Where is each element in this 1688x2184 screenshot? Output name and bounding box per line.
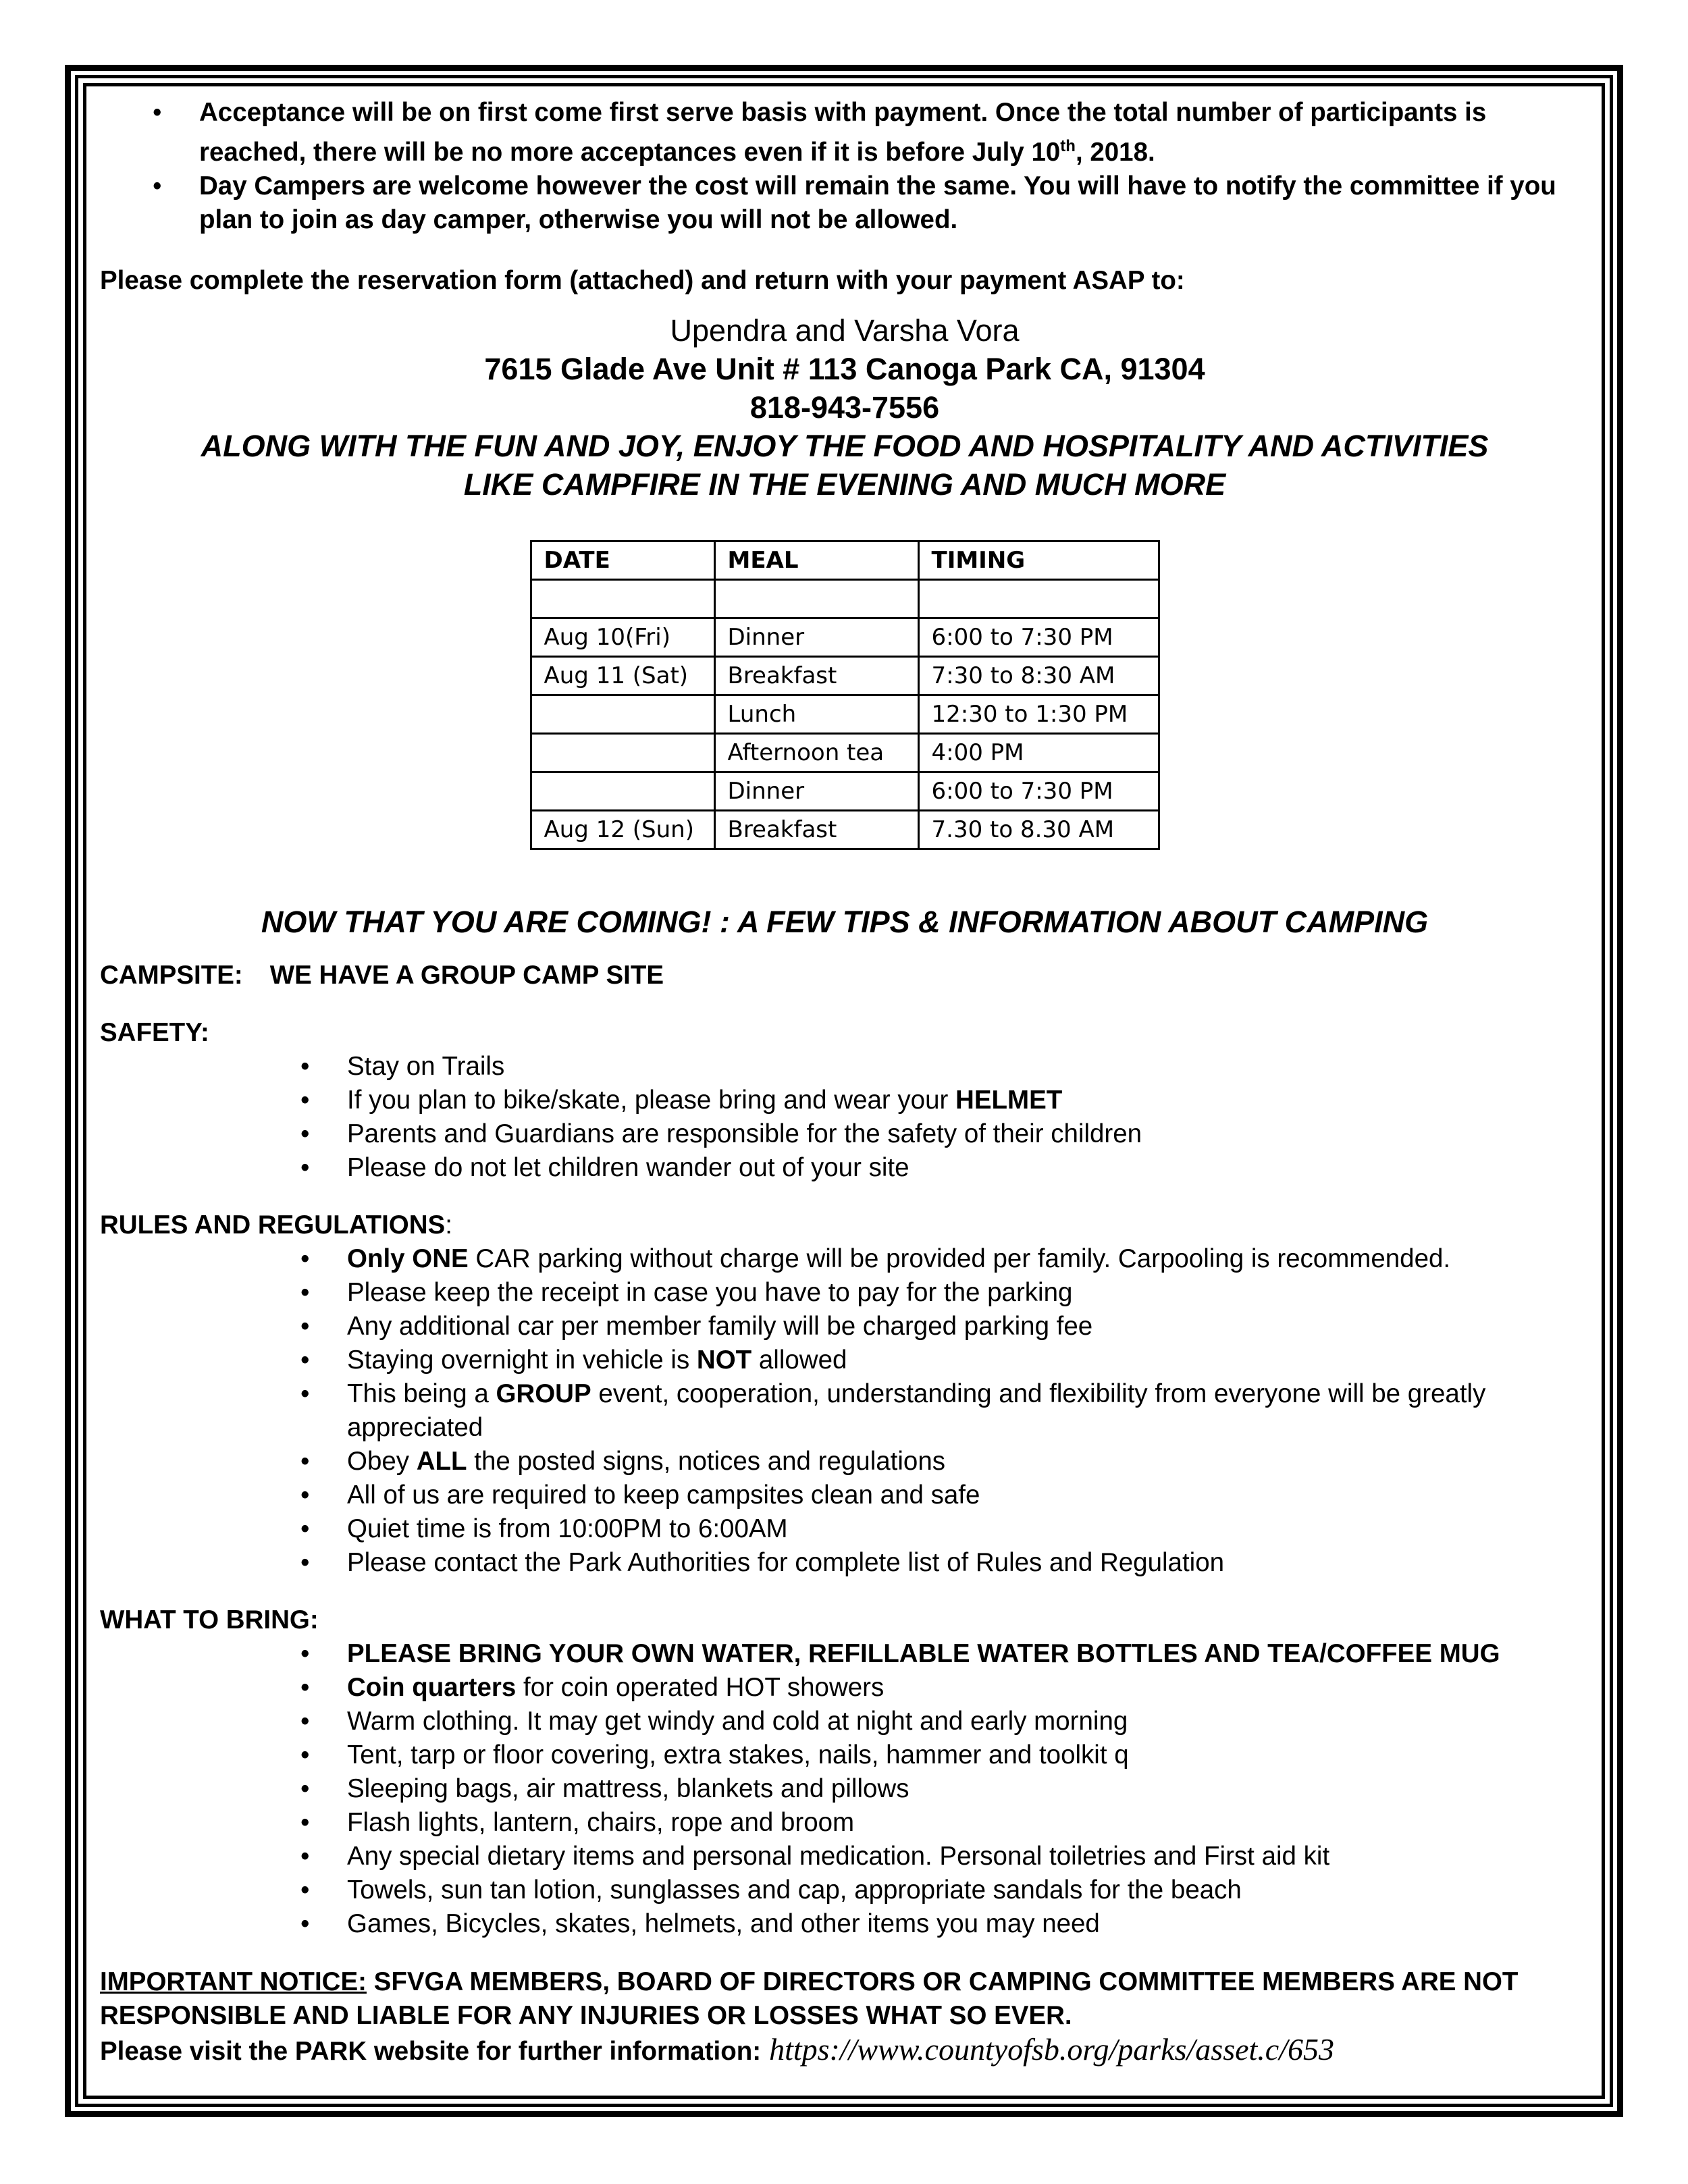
slogan-line-2: LIKE CAMPFIRE IN THE EVENING AND MUCH MORE (463, 467, 1226, 502)
list-item: • Acceptance will be on first come first serve basis with payment. Once the total number of participants is reached, there will be no more acceptances even if it is before July 10th, 2018. (100, 96, 1589, 169)
contact-block (100, 311, 1589, 504)
safety-list (100, 1050, 1589, 1185)
list-item: • Please contact the Park Authorities for complete list of Rules and Regulation (100, 1546, 1589, 1580)
list-item: • Stay on Trails (100, 1050, 1589, 1084)
list-item: • Sleeping bags, air mattress, blankets and pillows (100, 1772, 1589, 1806)
table-row: Lunch 12:30 to 1:30 PM (531, 695, 1159, 733)
contact-name: Upendra and Varsha Vora (670, 313, 1020, 348)
instruction-text: Please complete the reservation form (attached) and return with your payment ASAP to: (100, 265, 1185, 295)
list-item: • Any additional car per member family will be charged parking fee (100, 1310, 1589, 1343)
intro-bullets (100, 96, 1589, 237)
list-item: • Obey ALL the posted signs, notices and regulations (100, 1445, 1589, 1479)
column-header: DATE (531, 541, 714, 579)
section-heading: WHAT TO BRING: (100, 1605, 319, 1634)
list-item: • Warm clothing. It may get windy and cold at night and early morning (100, 1705, 1589, 1738)
column-header: TIMING (918, 541, 1159, 579)
list-item: • Only ONE CAR parking without charge will be provided per family. Carpooling is recommended. (100, 1242, 1589, 1276)
list-item: • Towels, sun tan lotion, sunglasses and cap, appropriate sandals for the beach (100, 1873, 1589, 1907)
section-heading: SAFETY: (100, 1017, 209, 1047)
list-item: • Staying overnight in vehicle is NOT allowed (100, 1343, 1589, 1377)
list-item: • Flash lights, lantern, chairs, rope and broom (100, 1806, 1589, 1840)
table-row: Afternoon tea 4:00 PM (531, 733, 1159, 772)
list-item: • Parents and Guardians are responsible for the safety of their children (100, 1117, 1589, 1151)
table-header-row (531, 541, 1159, 579)
list-item: • Tent, tarp or floor covering, extra stakes, nails, hammer and toolkit q (100, 1738, 1589, 1772)
table-row: Dinner 6:00 to 7:30 PM (531, 772, 1159, 810)
list-item: • Day Campers are welcome however the cost will remain the same. You will have to notify the committee if you plan to join as day camper, otherwise you will not be allowed. (100, 169, 1589, 237)
list-item: • Coin quarters for coin operated HOT showers (100, 1671, 1589, 1705)
park-website-link[interactable]: https://www.countyofsb.org/parks/asset.c/653 (769, 2031, 1335, 2067)
slogan-line-1: ALONG WITH THE FUN AND JOY, ENJOY THE FOOD AND HOSPITALITY AND ACTIVITIES (201, 428, 1489, 463)
safety-section (100, 1016, 1589, 1185)
document-body (100, 96, 1589, 2069)
table-row (531, 579, 1159, 618)
list-item: • All of us are required to keep campsites clean and safe (100, 1479, 1589, 1512)
list-item: • This being a GROUP event, cooperation, understanding and flexibility from everyone will be greatly appreciated (100, 1377, 1589, 1445)
table-row: Aug 12 (Sun) Breakfast 7.30 to 8.30 AM (531, 810, 1159, 849)
contact-address: 7615 Glade Ave Unit # 113 Canoga Park CA, 91304 (484, 351, 1205, 386)
section-heading: RULES AND REGULATIONS: (100, 1210, 452, 1240)
campsite-line: CAMPSITE: WE HAVE A GROUP CAMP SITE (100, 960, 664, 990)
list-item: • Any special dietary items and personal medication. Personal toiletries and First aid kit (100, 1840, 1589, 1873)
column-header: MEAL (714, 541, 918, 579)
rules-section (100, 1208, 1589, 1580)
table-row: Aug 10(Fri) Dinner 6:00 to 7:30 PM (531, 618, 1159, 656)
list-item: • PLEASE BRING YOUR OWN WATER, REFILLABLE WATER BOTTLES AND TEA/COFFEE MUG (100, 1637, 1589, 1671)
tips-title: NOW THAT YOU ARE COMING! : A FEW TIPS & INFORMATION ABOUT CAMPING (261, 904, 1429, 939)
list-item: • Please do not let children wander out of your site (100, 1151, 1589, 1185)
meal-schedule-table (530, 540, 1160, 850)
list-item: • Quiet time is from 10:00PM to 6:00AM (100, 1512, 1589, 1546)
bring-list (100, 1637, 1589, 1941)
what-to-bring-section (100, 1603, 1589, 1941)
list-item: • If you plan to bike/skate, please bring and wear your HELMET (100, 1084, 1589, 1117)
table-row: Aug 11 (Sat) Breakfast 7:30 to 8:30 AM (531, 656, 1159, 695)
list-item: • Games, Bicycles, skates, helmets, and other items you may need (100, 1907, 1589, 1941)
list-item: • Please keep the receipt in case you have to pay for the parking (100, 1276, 1589, 1310)
important-notice: IMPORTANT NOTICE: SFVGA MEMBERS, BOARD OF DIRECTORS OR CAMPING COMMITTEE MEMBERS ARE NOT RESPONSIBLE AND LIABLE FOR ANY INJURIES OR LOSSES WHAT SO EVER. (100, 1967, 1519, 2030)
contact-phone: 818-943-7556 (749, 390, 940, 425)
rules-list (100, 1242, 1589, 1580)
visit-line: Please visit the PARK website for further information: https://www.countyofsb.org/parks/asset.c/653 (100, 2031, 1335, 2067)
